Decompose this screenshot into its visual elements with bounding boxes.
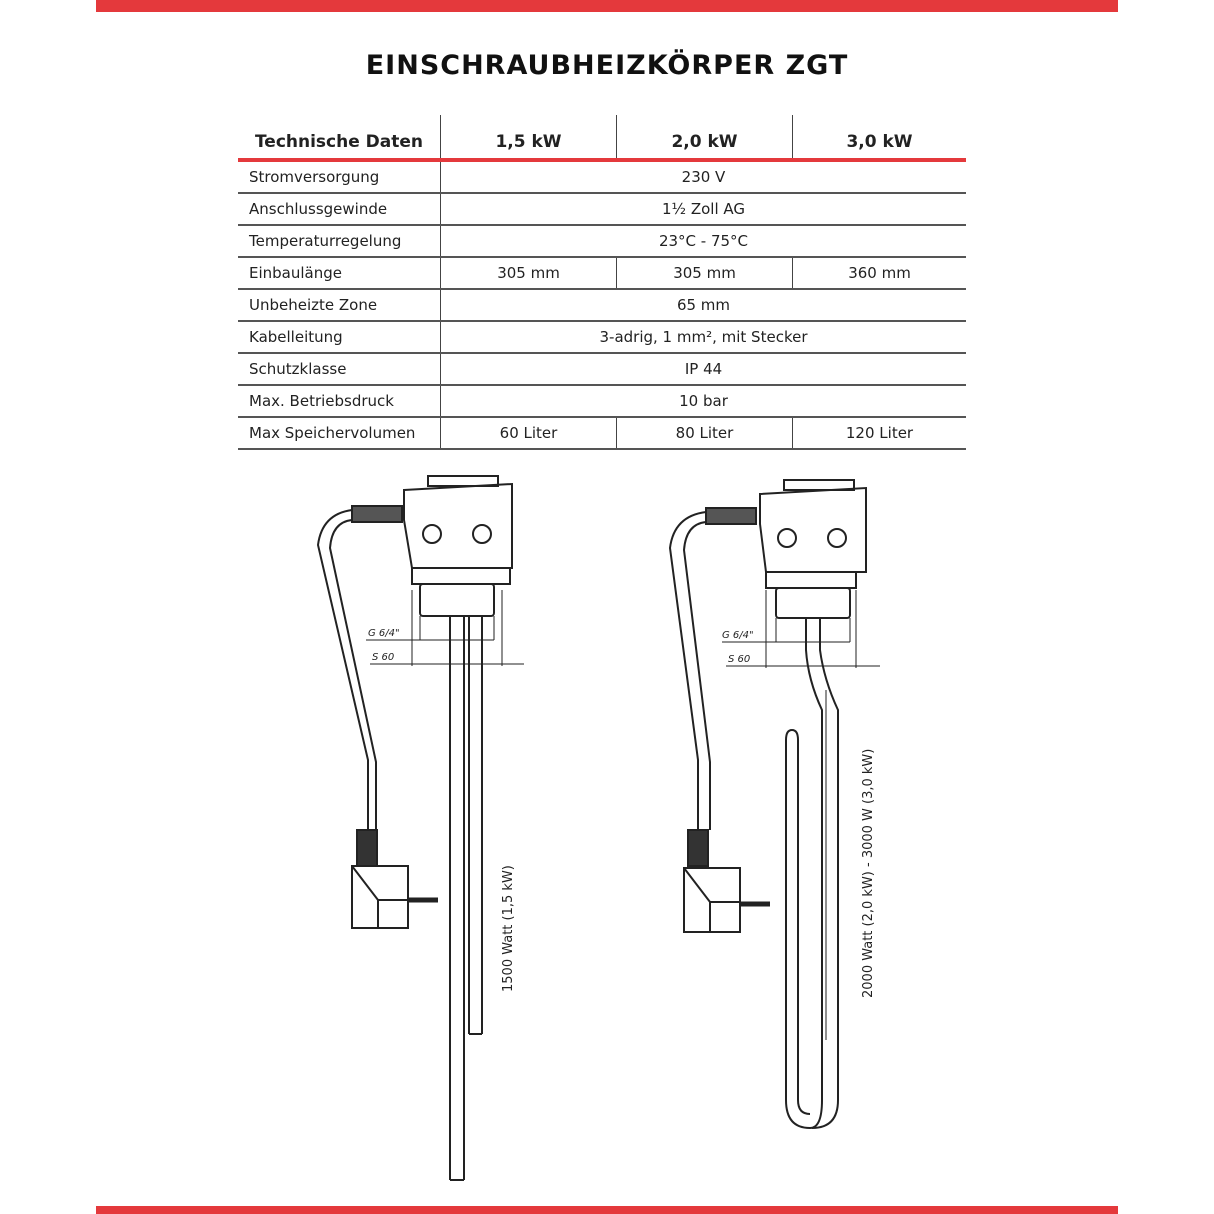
bottom-accent-bar [96, 1206, 1118, 1214]
header-cell: 3,0 kW [793, 115, 967, 160]
row-value: 60 Liter [441, 417, 617, 449]
heater-drawing-2-3kw [670, 480, 880, 1128]
thread [420, 584, 494, 616]
thread [776, 588, 850, 618]
row-label: Kabelleitung [238, 321, 441, 353]
header-cell: Technische Daten [238, 115, 441, 160]
heater-drawing-1-5kw [318, 476, 524, 1180]
row-value: 10 bar [441, 385, 967, 417]
row-value: 1½ Zoll AG [441, 193, 967, 225]
plug-body [352, 866, 408, 928]
wrench-size-label: S 60 [728, 654, 751, 665]
row-label: Temperaturregelung [238, 225, 441, 257]
cable-gland [706, 508, 756, 524]
row-label: Anschlussgewinde [238, 193, 441, 225]
row-label: Max. Betriebsdruck [238, 385, 441, 417]
heating-loop [786, 618, 822, 1128]
head-housing [760, 488, 866, 572]
cable [670, 512, 710, 830]
thread-label: G 6/4" [722, 630, 754, 641]
power-label: 1500 Watt (1,5 kW) [501, 865, 516, 992]
nut [766, 572, 856, 588]
thread-label: G 6/4" [368, 628, 400, 639]
wrench-size-label: S 60 [372, 652, 395, 663]
cable-gland [352, 506, 402, 522]
page-title: EINSCHRAUBHEIZKÖRPER ZGT [365, 50, 849, 81]
row-label: Schutzklasse [238, 353, 441, 385]
plug-strain-relief [357, 830, 377, 866]
head-housing [404, 484, 512, 568]
row-value: 80 Liter [617, 417, 793, 449]
header-cell: 2,0 kW [617, 115, 793, 160]
row-label: Einbaulänge [238, 257, 441, 289]
row-label: Max Speichervolumen [238, 417, 441, 449]
row-value: IP 44 [441, 353, 967, 385]
row-label: Stromversorgung [238, 160, 441, 193]
row-value: 360 mm [793, 257, 967, 289]
row-value: 3-adrig, 1 mm², mit Stecker [441, 321, 967, 353]
cable [318, 510, 376, 830]
row-value: 120 Liter [793, 417, 967, 449]
plug-strain-relief [688, 830, 708, 866]
header-cell: 1,5 kW [441, 115, 617, 160]
nut [412, 568, 510, 584]
power-label: 2000 Watt (2,0 kW) - 3000 W (3,0 kW) [861, 748, 876, 998]
row-value: 305 mm [617, 257, 793, 289]
row-value: 65 mm [441, 289, 967, 321]
row-value: 230 V [441, 160, 967, 193]
row-value: 305 mm [441, 257, 617, 289]
row-label: Unbeheizte Zone [238, 289, 441, 321]
row-value: 23°C - 75°C [441, 225, 967, 257]
